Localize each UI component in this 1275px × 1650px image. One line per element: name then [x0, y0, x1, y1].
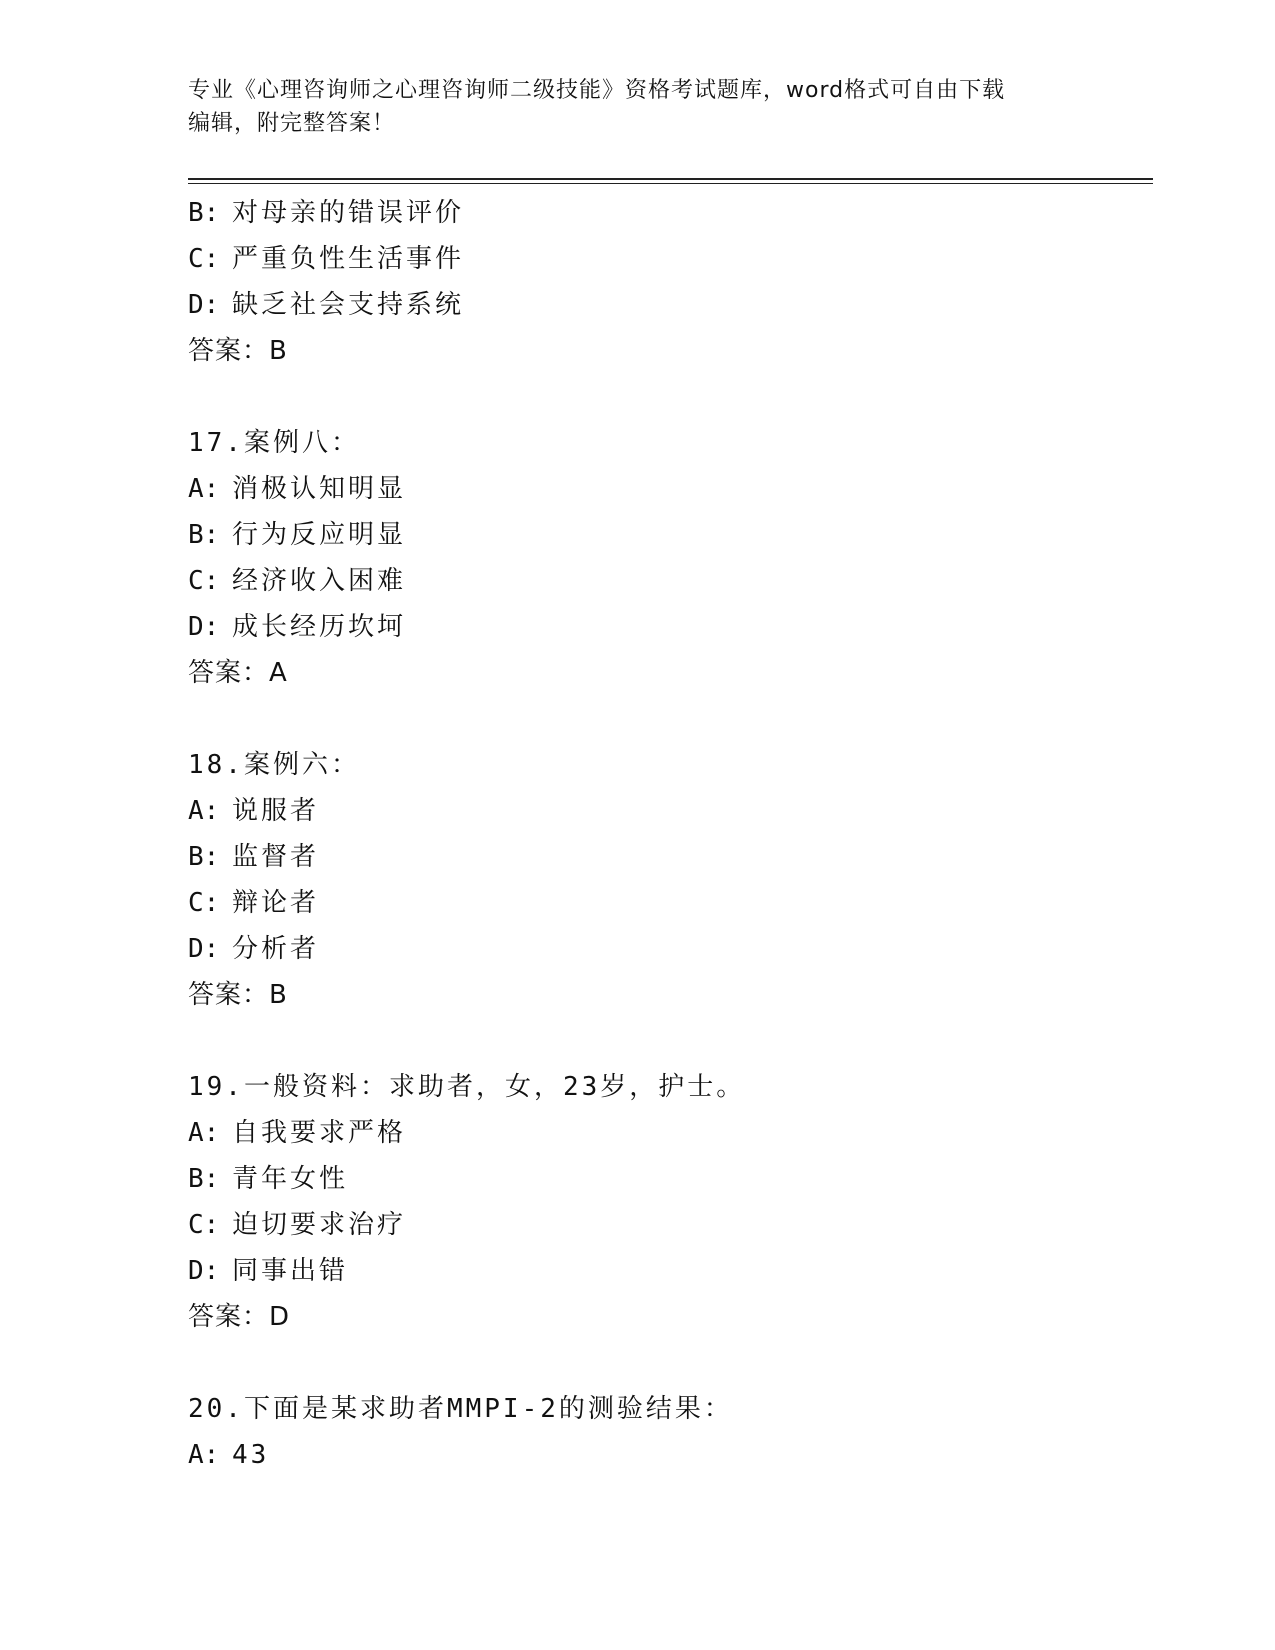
question-stem: 18.案例六：	[188, 750, 360, 780]
header-line-2: 编辑，附完整答案！	[188, 111, 396, 136]
option-row	[188, 282, 1148, 328]
option-label: C:	[188, 888, 220, 918]
option-row	[188, 880, 1148, 926]
option-label: A:	[188, 796, 220, 826]
question-stem: 20.下面是某求助者MMPI-2的测验结果：	[188, 1394, 733, 1424]
option-text: 辩论者	[232, 888, 320, 918]
option-label: B:	[188, 520, 220, 550]
answer-line: 答案：A	[188, 658, 288, 688]
option-row	[188, 512, 1148, 558]
option-text: 自我要求严格	[232, 1118, 407, 1148]
option-label: D:	[188, 612, 220, 642]
option-row	[188, 1202, 1148, 1248]
option-text: 青年女性	[232, 1164, 349, 1194]
option-label: A:	[188, 1118, 220, 1148]
answer-line: 答案：D	[188, 1302, 291, 1332]
option-text: 缺乏社会支持系统	[232, 290, 465, 320]
document-header	[188, 74, 1088, 140]
option-text: 成长经历坎坷	[232, 612, 407, 642]
option-row	[188, 466, 1148, 512]
option-row	[188, 604, 1148, 650]
answer-line: 答案：B	[188, 980, 288, 1010]
option-label: D:	[188, 1256, 220, 1286]
header-divider	[188, 178, 1153, 180]
option-label: C:	[188, 244, 220, 274]
option-label: A:	[188, 1440, 220, 1470]
option-text: 行为反应明显	[232, 520, 407, 550]
answer-line: 答案：B	[188, 336, 288, 366]
option-row	[188, 1248, 1148, 1294]
option-label: B:	[188, 198, 220, 228]
question-list	[188, 190, 1148, 1478]
option-text: 经济收入困难	[232, 566, 407, 596]
option-label: B:	[188, 1164, 220, 1194]
option-text: 严重负性生活事件	[232, 244, 465, 274]
option-label: B:	[188, 842, 220, 872]
option-row	[188, 236, 1148, 282]
option-text: 消极认知明显	[232, 474, 407, 504]
option-text: 迫切要求治疗	[232, 1210, 407, 1240]
option-text: 43	[232, 1440, 270, 1470]
option-label: C:	[188, 1210, 220, 1240]
option-row	[188, 1156, 1148, 1202]
option-row	[188, 926, 1148, 972]
option-label: D:	[188, 290, 220, 320]
option-row	[188, 190, 1148, 236]
header-line-1: 专业《心理咨询师之心理咨询师二级技能》资格考试题库，word格式可自由下载	[188, 78, 1006, 103]
option-text: 说服者	[232, 796, 320, 826]
header-divider-thin	[188, 183, 1153, 184]
option-text: 监督者	[232, 842, 320, 872]
option-label: C:	[188, 566, 220, 596]
option-row	[188, 558, 1148, 604]
option-text: 对母亲的错误评价	[232, 198, 465, 228]
question-stem: 19.一般资料：求助者，女，23岁，护士。	[188, 1072, 746, 1102]
question-stem: 17.案例八：	[188, 428, 360, 458]
option-row	[188, 1432, 1148, 1478]
option-text: 同事出错	[232, 1256, 349, 1286]
option-row	[188, 1110, 1148, 1156]
option-row	[188, 788, 1148, 834]
option-row	[188, 834, 1148, 880]
option-text: 分析者	[232, 934, 320, 964]
option-label: D:	[188, 934, 220, 964]
option-label: A:	[188, 474, 220, 504]
